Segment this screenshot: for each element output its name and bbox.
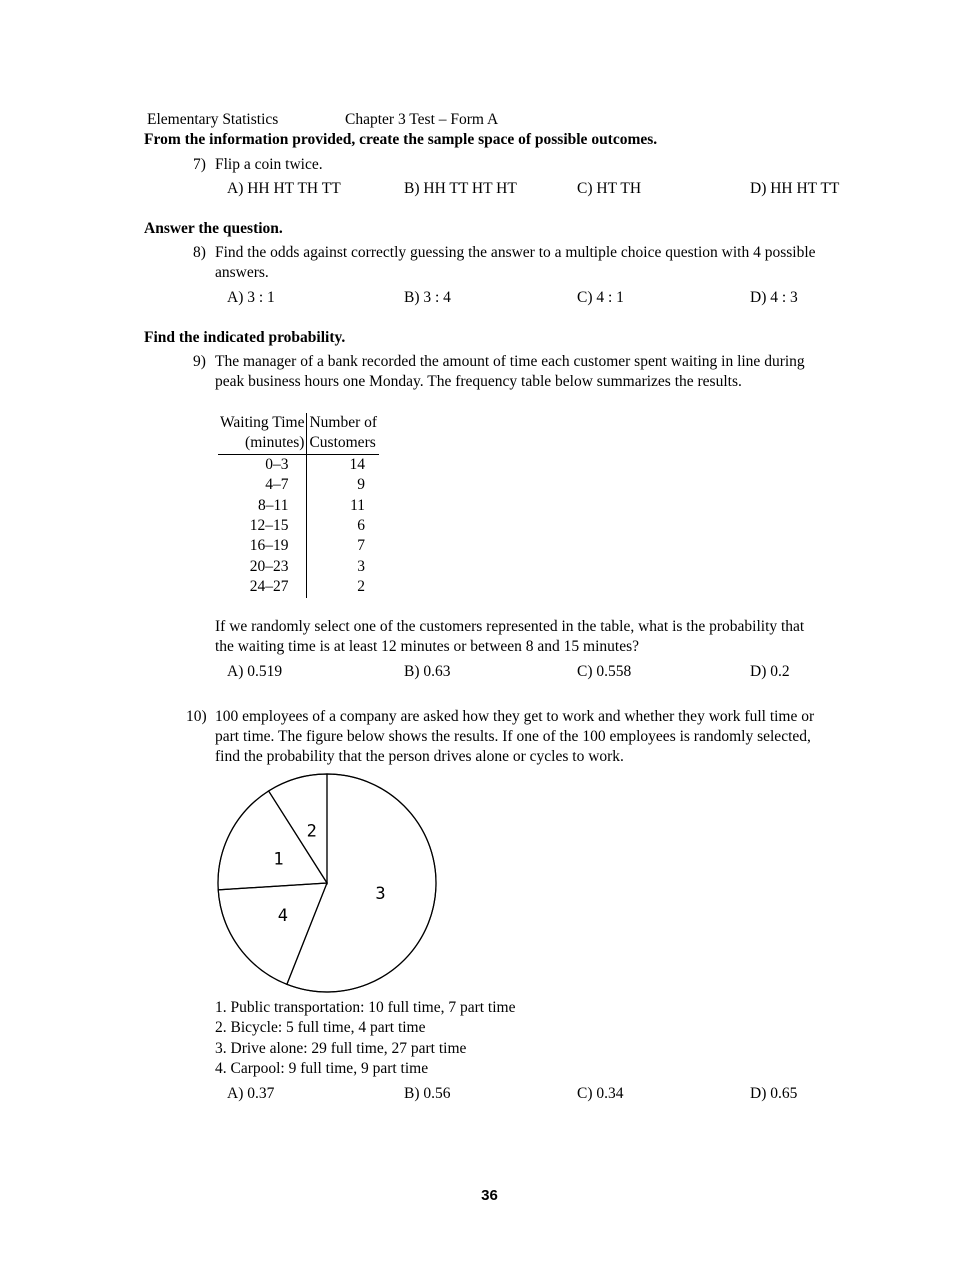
option-d[interactable]: D) 4 : 3 (750, 289, 798, 306)
count-cell: 3 (357, 557, 366, 575)
range-cell: 20–23 (218, 557, 307, 577)
range-cell: 4–7 (218, 475, 307, 495)
question-number: 7) (193, 156, 206, 173)
count-cell: 9 (357, 476, 366, 494)
pie-label-1: 1 (273, 849, 284, 870)
option-b[interactable]: B) HH TT HT HT (404, 180, 517, 197)
option-b[interactable]: B) 0.63 (404, 663, 451, 680)
legend-item: 4. Carpool: 9 full time, 9 part time (215, 1060, 429, 1077)
section-instruction: Answer the question. (144, 220, 283, 237)
question-text: Find the odds against correctly guessing the answer to a multiple choice question with 4 possible (215, 244, 816, 261)
page-number: 36 (481, 1187, 498, 1204)
option-c[interactable]: C) 0.34 (577, 1085, 624, 1102)
pie-slice-3 (287, 774, 436, 992)
count-cell: 2 (357, 578, 366, 596)
count-cell: 7 (357, 537, 366, 555)
option-d[interactable]: D) HH HT TT (750, 180, 840, 197)
section-instruction: Find the indicated probability. (144, 329, 346, 346)
chapter-title: Chapter 3 Test – Form A (345, 111, 499, 128)
question-text: part time. The figure below shows the results. If one of the 100 employees is randomly selected, (215, 728, 811, 745)
option-a[interactable]: A) HH HT TH TT (227, 180, 341, 197)
range-cell: 8–11 (218, 496, 307, 516)
question-number: 8) (193, 244, 206, 261)
legend-item: 3. Drive alone: 29 full time, 27 part time (215, 1040, 467, 1057)
question-text: Flip a coin twice. (215, 156, 323, 173)
question-text: answers. (215, 264, 269, 281)
range-cell: 24–27 (218, 577, 307, 597)
course-title: Elementary Statistics (147, 111, 279, 128)
question-text: find the probability that the person drives alone or cycles to work. (215, 748, 624, 765)
option-d[interactable]: D) 0.2 (750, 663, 790, 680)
legend-item: 2. Bicycle: 5 full time, 4 part time (215, 1019, 426, 1036)
question-number: 10) (186, 708, 207, 725)
range-cell: 16–19 (218, 536, 307, 556)
pie-label-4: 4 (277, 906, 289, 927)
question-number: 9) (193, 353, 206, 370)
legend-item: 1. Public transportation: 10 full time, 7 part time (215, 999, 516, 1016)
count-cell: 6 (357, 517, 366, 535)
question-text: 100 employees of a company are asked how they get to work and whether they work full time or (215, 708, 815, 725)
count-cell: 14 (349, 455, 366, 473)
table-header-customers: Customers (307, 433, 379, 454)
range-cell: 12–15 (218, 516, 307, 536)
section-instruction: From the information provided, create the sample space of possible outcomes. (144, 131, 658, 148)
option-c[interactable]: C) 0.558 (577, 663, 632, 680)
option-a[interactable]: A) 0.519 (227, 663, 283, 680)
option-c[interactable]: C) 4 : 1 (577, 289, 624, 306)
option-a[interactable]: A) 0.37 (227, 1085, 275, 1102)
question-text: peak business hours one Monday. The frequency table below summarizes the results. (215, 373, 742, 390)
table-header-waiting-time: Waiting Time (218, 413, 307, 433)
pie-slice-4 (218, 883, 327, 984)
range-cell: 0–3 (218, 454, 307, 475)
option-a[interactable]: A) 3 : 1 (227, 289, 275, 306)
question-text: the waiting time is at least 12 minutes or between 8 and 15 minutes? (215, 638, 640, 655)
option-c[interactable]: C) HT TH (577, 180, 642, 197)
question-text: The manager of a bank recorded the amount of time each customer spent waiting in line during (215, 353, 805, 370)
table-header-number-of: Number of (309, 414, 378, 431)
count-cell: 11 (350, 496, 366, 514)
option-d[interactable]: D) 0.65 (750, 1085, 798, 1102)
table-header-minutes: (minutes) (218, 433, 307, 454)
pie-label-3: 3 (375, 884, 386, 905)
pie-label-2: 2 (306, 821, 317, 842)
option-b[interactable]: B) 0.56 (404, 1085, 451, 1102)
option-b[interactable]: B) 3 : 4 (404, 289, 451, 306)
question-text: If we randomly select one of the customers represented in the table, what is the probability that (215, 618, 805, 635)
